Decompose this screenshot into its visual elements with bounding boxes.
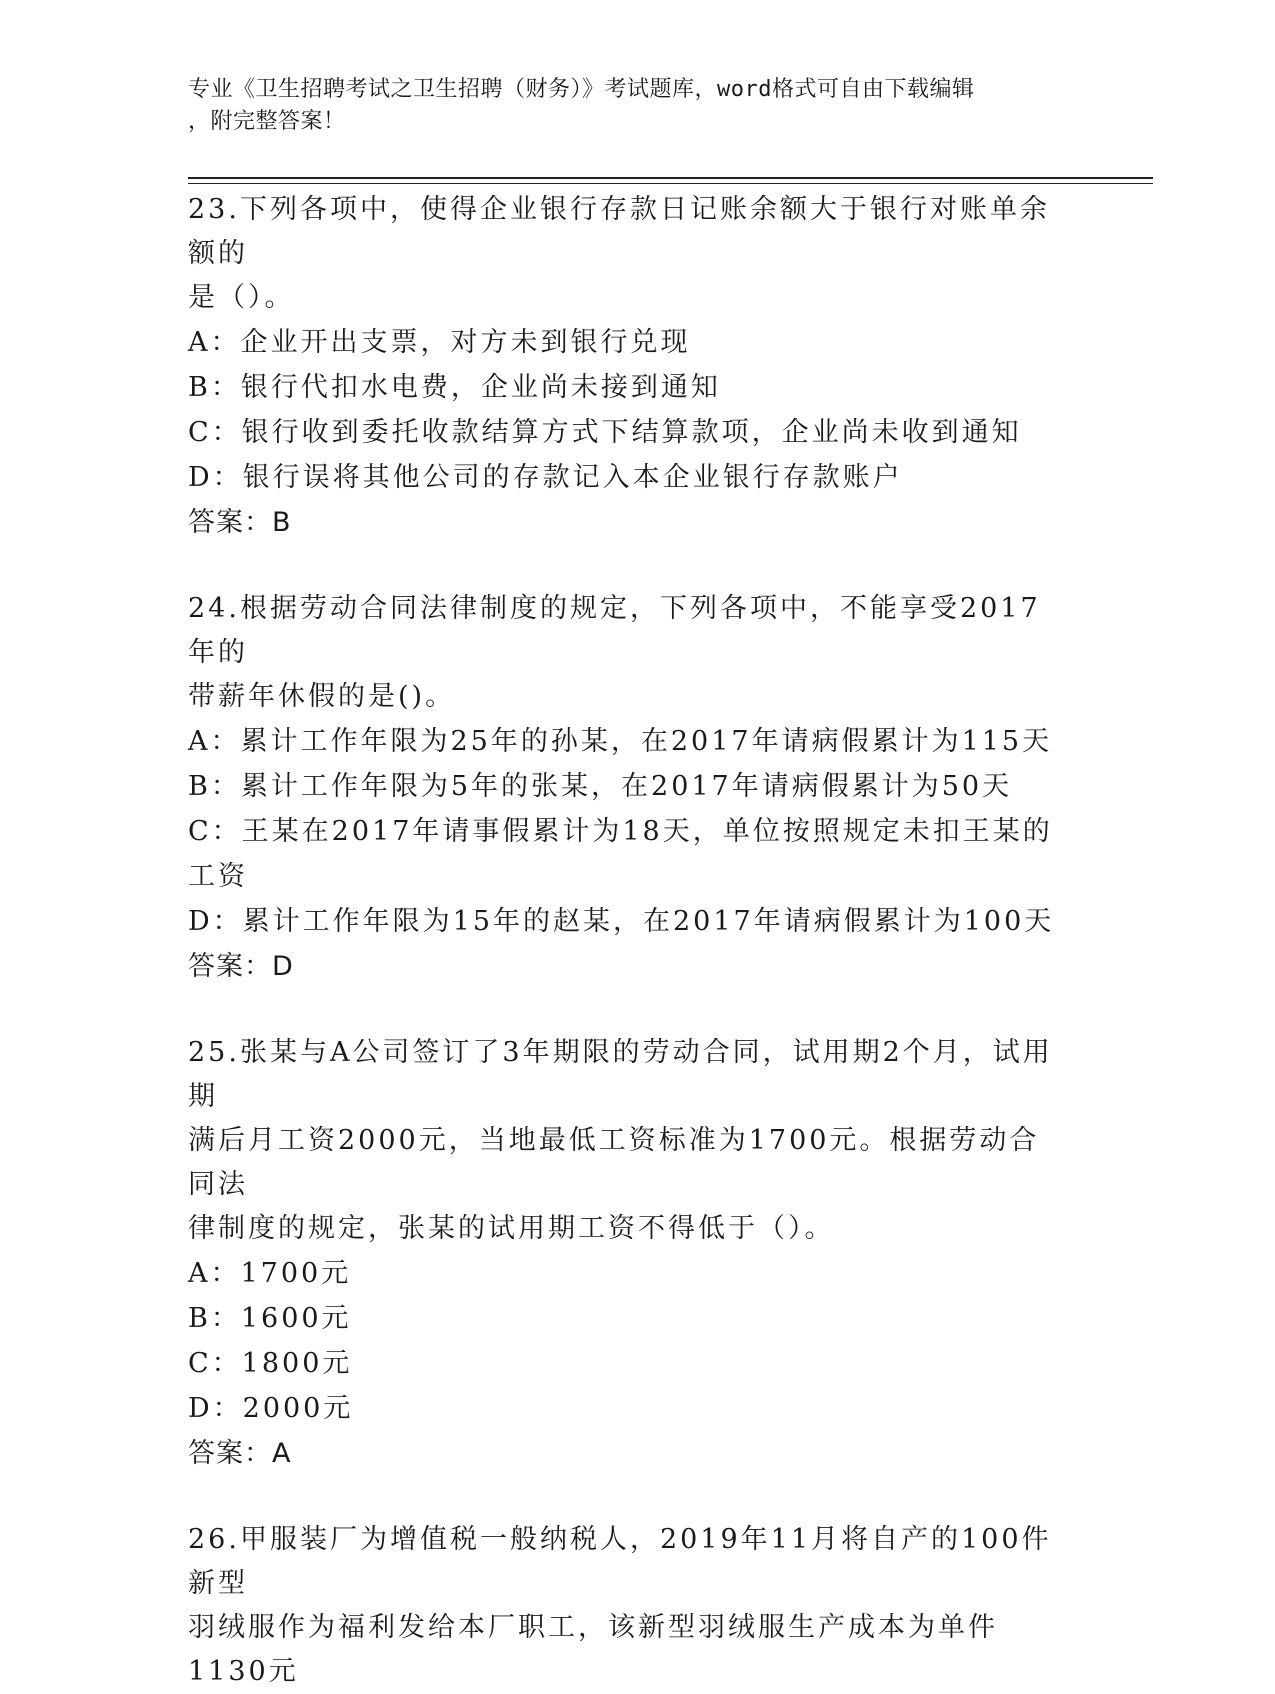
question-stem-line: 满后月工资2000元，当地最低工资标准为1700元。根据劳动合同法 xyxy=(188,1125,1040,1200)
option-a: A：企业开出支票，对方未到银行兑现 xyxy=(188,327,691,358)
question-stem-line: 26.甲服装厂为增值税一般纳税人，2019年11月将自产的100件新型 xyxy=(188,1524,1052,1599)
question-25 xyxy=(188,1031,1068,1476)
question-stem-line: 25.张某与A公司签订了3年期限的劳动合同，试用期2个月，试用期 xyxy=(188,1037,1053,1112)
option-c: C：1800元 xyxy=(188,1348,353,1379)
question-stem-line: 是（）。 xyxy=(188,282,295,313)
question-stem-line: 羽绒服作为福利发给本厂职工，该新型羽绒服生产成本为单件1130元 xyxy=(188,1612,998,1687)
answer: 答案：A xyxy=(188,1438,292,1469)
answer: 答案：B xyxy=(188,507,292,538)
header-line-1: 专业《卫生招聘考试之卫生招聘（财务）》考试题库，word格式可自由下载编辑 xyxy=(188,77,975,102)
option-c: C：银行收到委托收款结算方式下结算款项，企业尚未收到通知 xyxy=(188,417,1022,448)
question-list xyxy=(188,188,1068,1694)
option-c: C：王某在2017年请事假累计为18天，单位按照规定未扣王某的工资 xyxy=(188,816,1053,892)
question-26 xyxy=(188,1518,1068,1694)
header-line-2: ，附完整答案！ xyxy=(188,109,346,134)
option-d: D：2000元 xyxy=(188,1393,354,1424)
option-b: B：累计工作年限为5年的张某，在2017年请病假累计为50天 xyxy=(188,771,1013,802)
document-header xyxy=(188,74,1068,138)
header-divider-thin xyxy=(188,183,1153,184)
option-b: B：1600元 xyxy=(188,1303,352,1334)
option-b: B：银行代扣水电费，企业尚未接到通知 xyxy=(188,372,721,403)
question-23 xyxy=(188,188,1068,545)
question-stem-line: 律制度的规定，张某的试用期工资不得低于（）。 xyxy=(188,1213,835,1244)
option-a: A：1700元 xyxy=(188,1258,352,1289)
header-divider-thick xyxy=(188,177,1153,179)
option-d: D：银行误将其他公司的存款记入本企业银行存款账户 xyxy=(188,462,903,493)
question-stem-line: 带薪年休假的是()。 xyxy=(188,681,456,712)
question-stem-line: 24.根据劳动合同法律制度的规定，下列各项中，不能享受2017年的 xyxy=(188,593,1041,668)
answer: 答案：D xyxy=(188,951,294,982)
option-a: A：累计工作年限为25年的孙某，在2017年请病假累计为115天 xyxy=(188,726,1053,757)
question-24 xyxy=(188,587,1068,989)
question-stem-line: 23.下列各项中，使得企业银行存款日记账余额大于银行对账单余额的 xyxy=(188,194,1050,269)
option-d: D：累计工作年限为15年的赵某，在2017年请病假累计为100天 xyxy=(188,906,1055,937)
